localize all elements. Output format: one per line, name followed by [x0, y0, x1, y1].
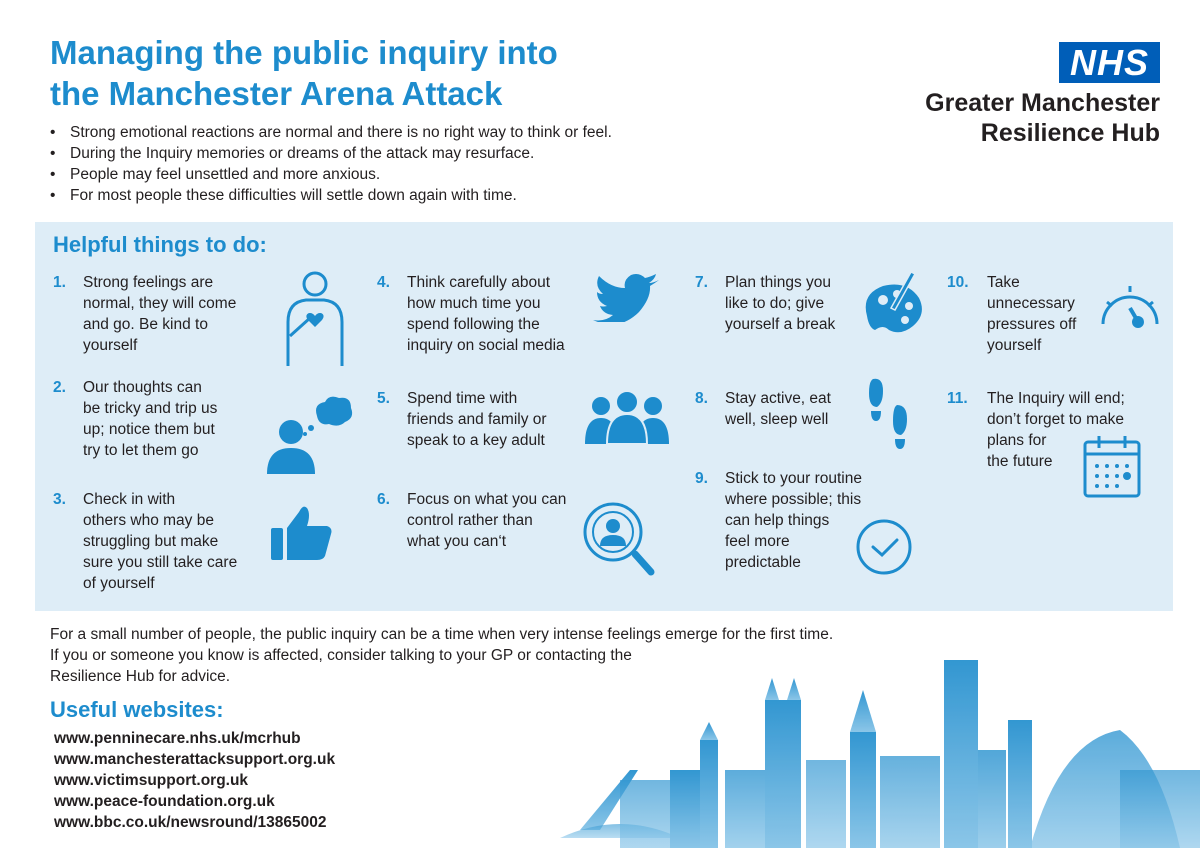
tip-number: 4. — [377, 274, 390, 291]
tip-number: 6. — [377, 491, 390, 508]
tip-line: what you can‘t — [407, 533, 507, 550]
tip-line: the future — [987, 453, 1053, 470]
intro-item: • During the Inquiry memories or dreams of the attack may resurface. — [50, 143, 612, 164]
tip-line: of yourself — [83, 575, 155, 592]
closing-line: If you or someone you know is affected, consider talking to your GP or contacting the — [50, 647, 632, 664]
title-line-1: Managing the public inquiry into — [50, 34, 558, 71]
paint-palette-icon — [861, 272, 927, 342]
thumbs-up-icon — [271, 504, 333, 560]
tip-line: Spend time with — [407, 390, 518, 407]
tip-number: 9. — [695, 470, 708, 487]
tip-line: up; notice them but — [83, 421, 215, 438]
tip-line: yourself — [987, 337, 1042, 354]
tip-line: don’t forget to make — [987, 411, 1124, 428]
magnifier-person-icon — [581, 500, 657, 578]
tip-line: normal, they will come — [83, 295, 237, 312]
tip-line: try to let them go — [83, 442, 199, 459]
tip-number: 2. — [53, 379, 66, 396]
tip-line: struggling but make — [83, 533, 219, 550]
tip-number: 7. — [695, 274, 708, 291]
tip-line: spend following the — [407, 316, 540, 333]
tip-line: Stick to your routine — [725, 470, 862, 487]
helpful-panel — [35, 222, 1173, 611]
tip-line: pressures off — [987, 316, 1077, 333]
tip-number: 3. — [53, 491, 66, 508]
heart-person-icon — [280, 270, 350, 366]
tip-line: friends and family or — [407, 411, 547, 428]
group-icon — [581, 390, 673, 444]
tip-line: and go. Be kind to — [83, 316, 208, 333]
tip-line: unnecessary — [987, 295, 1075, 312]
clock-icon — [855, 518, 913, 576]
tip-number: 8. — [695, 390, 708, 407]
tip-line: where possible; this — [725, 491, 862, 508]
intro-list — [50, 122, 612, 206]
website-link[interactable]: www.manchesterattacksupport.org.uk — [54, 751, 336, 768]
intro-item: • For most people these difficulties will settle down again with time. — [50, 185, 612, 206]
tip-line: The Inquiry will end; — [987, 390, 1125, 407]
websites-list — [54, 728, 335, 833]
tip-line: feel more — [725, 533, 790, 550]
organisation-name — [925, 88, 1160, 148]
tip-line: predictable — [725, 554, 801, 571]
tip-line: well, sleep well — [725, 411, 829, 428]
tip-line: inquiry on social media — [407, 337, 565, 354]
tip-line: control rather than — [407, 512, 533, 529]
nhs-logo: NHS — [1059, 42, 1160, 83]
tip-line: sure you still take care — [83, 554, 238, 571]
tip-line: Strong feelings are — [83, 274, 214, 291]
helpful-heading: Helpful things to do: — [53, 232, 267, 257]
title-line-2: the Manchester Arena Attack — [50, 75, 503, 112]
thinking-person-icon — [263, 394, 355, 474]
website-link[interactable]: www.peace-foundation.org.uk — [54, 793, 275, 810]
websites-heading: Useful websites: — [50, 697, 224, 722]
tip-line: plans for — [987, 432, 1047, 449]
intro-item: • People may feel unsettled and more anxious. — [50, 164, 612, 185]
manchester-skyline-graphic — [560, 660, 1200, 848]
tip-line: others who may be — [83, 512, 214, 529]
closing-line: For a small number of people, the public inquiry can be a time when very intense feelings emerge for the first time. — [50, 626, 834, 643]
tip-line: Focus on what you can — [407, 491, 567, 508]
tip-line: Check in with — [83, 491, 176, 508]
org-line-1: Greater Manchester — [925, 89, 1160, 117]
closing-line: Resilience Hub for advice. — [50, 668, 231, 685]
tip-line: yourself — [83, 337, 138, 354]
tip-line: Stay active, eat — [725, 390, 831, 407]
tip-number: 11. — [947, 390, 968, 407]
website-link[interactable]: www.bbc.co.uk/newsround/13865002 — [54, 814, 327, 831]
tip-number: 1. — [53, 274, 66, 291]
calendar-icon — [1083, 434, 1141, 498]
page-title — [50, 32, 558, 114]
tip-line: speak to a key adult — [407, 432, 545, 449]
tip-number: 10. — [947, 274, 969, 291]
gauge-icon — [1097, 282, 1163, 328]
website-link[interactable]: www.victimsupport.org.uk — [54, 772, 249, 789]
tip-line: how much time you — [407, 295, 541, 312]
tip-line: Think carefully about — [407, 274, 551, 291]
tip-line: yourself a break — [725, 316, 836, 333]
tip-line: be tricky and trip us — [83, 400, 218, 417]
tip-number: 5. — [377, 390, 390, 407]
website-link[interactable]: www.penninecare.nhs.uk/mcrhub — [54, 730, 301, 747]
tip-line: Our thoughts can — [83, 379, 202, 396]
tip-line: Plan things you — [725, 274, 831, 291]
org-line-2: Resilience Hub — [980, 119, 1160, 147]
intro-item: • Strong emotional reactions are normal and there is no right way to think or feel. — [50, 122, 612, 143]
footprints-icon — [867, 377, 909, 455]
tip-line: can help things — [725, 512, 830, 529]
tip-line: like to do; give — [725, 295, 825, 312]
tip-line: Take — [987, 274, 1020, 291]
twitter-bird-icon — [593, 274, 659, 322]
